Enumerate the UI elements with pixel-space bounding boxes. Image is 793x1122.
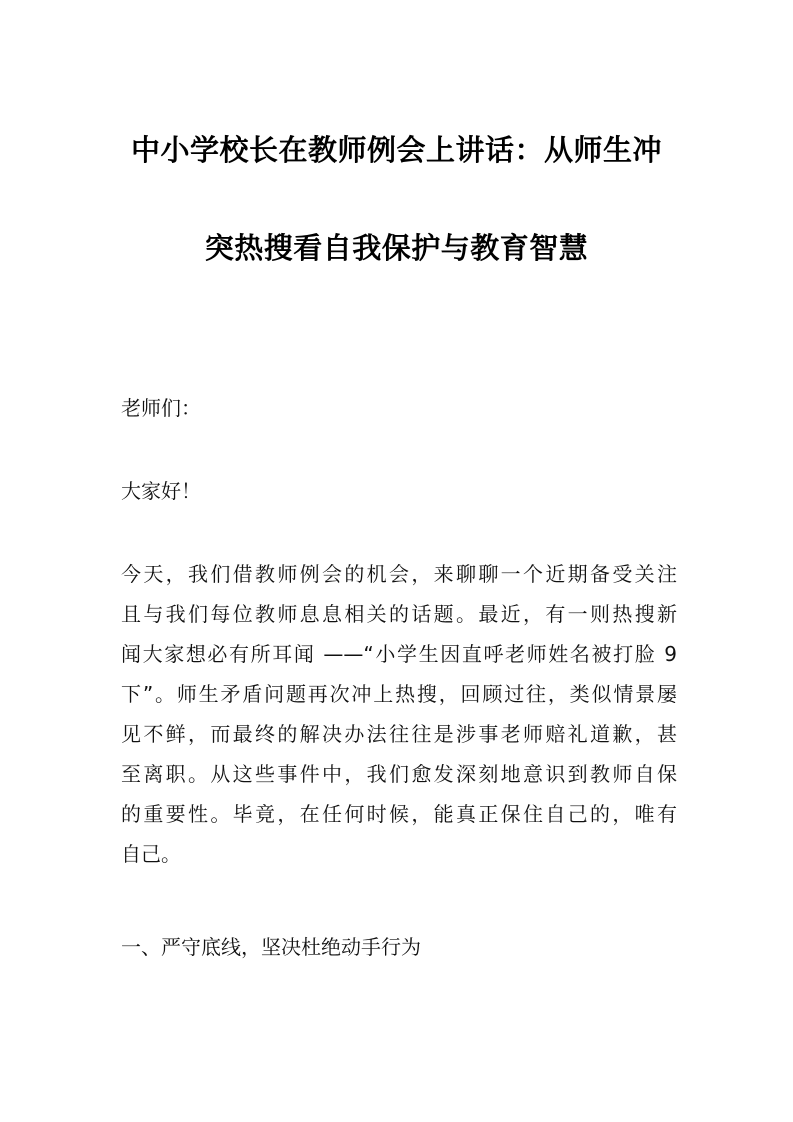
paragraph-line: 闻大家想必有所耳闻 ——“小学生因直呼老师姓名被打脸 9 <box>121 642 677 666</box>
salutation: 老师们： <box>121 396 201 420</box>
document-title-line-1: 中小学校长在教师例会上讲话：从师生冲 <box>130 133 662 167</box>
paragraph-line: 今天，我们借教师例会的机会，来聊聊一个近期备受关注 <box>121 562 677 586</box>
paragraph-line: 至离职。从这些事件中，我们愈发深刻地意识到教师自保 <box>121 762 677 786</box>
body-paragraph <box>121 554 677 874</box>
greeting: 大家好！ <box>121 479 201 503</box>
paragraph-line: 下”。师生矛盾问题再次冲上热搜，回顾过往，类似情景屡 <box>121 682 677 706</box>
paragraph-line: 且与我们每位教师息息相关的话题。最近，有一则热搜新 <box>121 602 677 626</box>
section-heading: 一、严守底线，坚决杜绝动手行为 <box>121 935 421 959</box>
paragraph-line: 自己。 <box>121 842 181 866</box>
paragraph-line: 的重要性。毕竟，在任何时候，能真正保住自己的，唯有 <box>121 802 677 826</box>
document-title-line-2: 突热搜看自我保护与教育智慧 <box>204 231 589 265</box>
paragraph-line: 见不鲜，而最终的解决办法往往是涉事老师赔礼道歉，甚 <box>121 722 677 746</box>
